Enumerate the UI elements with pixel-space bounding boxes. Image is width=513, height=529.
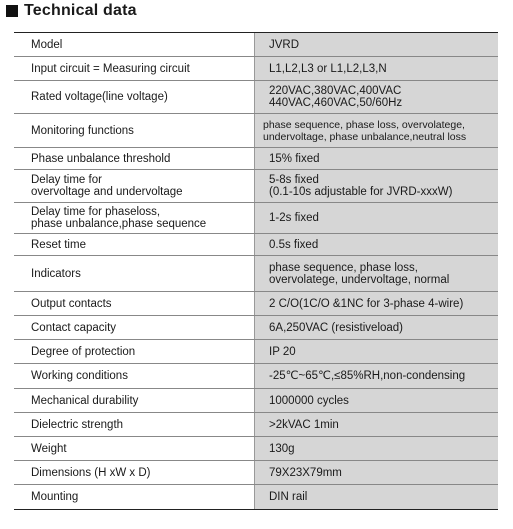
- spec-label: Delay time for overvoltage and undervoltage: [14, 170, 254, 202]
- spec-label: Dielectric strength: [14, 413, 254, 436]
- spec-label: Input circuit = Measuring circuit: [14, 57, 254, 80]
- technical-data-table: [14, 32, 498, 510]
- spec-label: Mechanical durability: [14, 389, 254, 412]
- spec-value: phase sequence, phase loss, overvolatege, undervoltage, phase unbalance,neutral loss: [254, 114, 498, 147]
- spec-row: [14, 413, 498, 437]
- spec-label: Weight: [14, 437, 254, 460]
- spec-row: [14, 364, 498, 389]
- square-bullet-icon: [6, 5, 18, 17]
- spec-row: [14, 485, 498, 509]
- spec-value: JVRD: [254, 33, 498, 56]
- spec-label: Indicators: [14, 256, 254, 291]
- spec-value: IP 20: [254, 340, 498, 363]
- spec-value: phase sequence, phase loss, overvolatege, undervoltage, normal: [254, 256, 498, 291]
- spec-row: [14, 148, 498, 170]
- spec-value: -25℃~65℃,≤85%RH,non-condensing: [254, 364, 498, 388]
- spec-value: 1-2s fixed: [254, 203, 498, 233]
- spec-label: Delay time for phaseloss, phase unbalance,phase sequence: [14, 203, 254, 233]
- spec-label: Degree of protection: [14, 340, 254, 363]
- spec-value: 2 C/O(1C/O &1NC for 3-phase 4-wire): [254, 292, 498, 315]
- spec-label: Model: [14, 33, 254, 56]
- spec-value: >2kVAC 1min: [254, 413, 498, 436]
- spec-label: Working conditions: [14, 364, 254, 388]
- spec-label: Contact capacity: [14, 316, 254, 339]
- spec-label: Reset time: [14, 234, 254, 255]
- spec-value: 15% fixed: [254, 148, 498, 169]
- spec-row: [14, 114, 498, 148]
- spec-value: 5-8s fixed (0.1-10s adjustable for JVRD-xxxW): [254, 170, 498, 202]
- spec-value: L1,L2,L3 or L1,L2,L3,N: [254, 57, 498, 80]
- spec-row: [14, 340, 498, 364]
- spec-row: [14, 33, 498, 57]
- spec-row: [14, 57, 498, 81]
- spec-row: [14, 461, 498, 485]
- spec-label: Mounting: [14, 485, 254, 509]
- spec-value: 79X23X79mm: [254, 461, 498, 484]
- spec-value: DIN rail: [254, 485, 498, 509]
- spec-row: [14, 292, 498, 316]
- spec-label: Output contacts: [14, 292, 254, 315]
- section-header: [6, 2, 137, 20]
- spec-row: [14, 81, 498, 114]
- spec-value: 6A,250VAC (resistiveload): [254, 316, 498, 339]
- spec-row: [14, 437, 498, 461]
- spec-value: 1000000 cycles: [254, 389, 498, 412]
- spec-value: 220VAC,380VAC,400VAC 440VAC,460VAC,50/60Hz: [254, 81, 498, 113]
- spec-row: [14, 203, 498, 234]
- section-title: Technical data: [24, 2, 137, 19]
- spec-row: [14, 389, 498, 413]
- spec-value: 130g: [254, 437, 498, 460]
- spec-row: [14, 170, 498, 203]
- spec-label: Rated voltage(line voltage): [14, 81, 254, 113]
- spec-value: 0.5s fixed: [254, 234, 498, 255]
- spec-label: Monitoring functions: [14, 114, 254, 147]
- spec-label: Phase unbalance threshold: [14, 148, 254, 169]
- spec-row: [14, 234, 498, 256]
- spec-row: [14, 256, 498, 292]
- spec-row: [14, 316, 498, 340]
- spec-label: Dimensions (H xW x D): [14, 461, 254, 484]
